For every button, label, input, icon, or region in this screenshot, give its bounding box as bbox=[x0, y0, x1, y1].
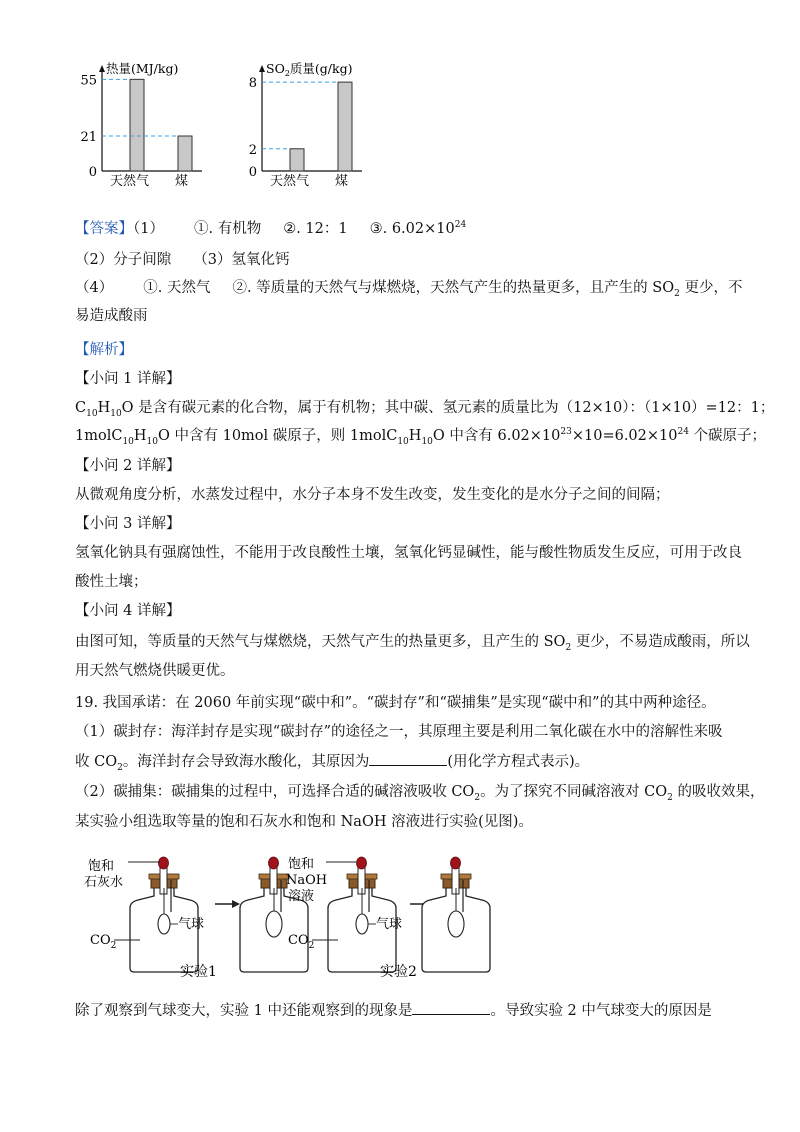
sub1-title: 【小问 1 详解】 bbox=[75, 371, 181, 387]
chart2-category-0: 天然气 bbox=[270, 174, 310, 189]
f2s: 10 bbox=[110, 408, 122, 419]
g9: O 中含有 6.02×10 bbox=[432, 428, 561, 444]
chart1-category-1: 煤 bbox=[175, 174, 189, 189]
g13: 个碳原子； bbox=[688, 428, 767, 444]
g1: 1molC bbox=[75, 428, 123, 444]
f3: O 是含有碳元素的化合物，属于有机物；其中碳、氢元素的质量比为（12×10）：（1×10）=12：1； bbox=[121, 400, 775, 416]
exp1-caption: 实验1 bbox=[180, 964, 217, 980]
exp2-reagent-label-2: NaOH bbox=[286, 873, 328, 888]
chart2-ylabel bbox=[266, 61, 352, 78]
q2-answer: （2）分子间隙 bbox=[75, 252, 172, 268]
answer-tag: 【答案】 bbox=[75, 221, 133, 237]
g11: ×10=6.02×10 bbox=[571, 428, 678, 444]
answer-line-4: 易造成酸雨 bbox=[75, 308, 148, 324]
exp2-co2: CO bbox=[288, 933, 309, 948]
sub4-title: 【小问 4 详解】 bbox=[75, 603, 181, 619]
exp2-co2-sub: 2 bbox=[308, 941, 315, 951]
chart1-tick-0: 0 bbox=[88, 165, 97, 180]
j2: 2 bbox=[474, 792, 481, 803]
exp2-reagent-label-1: 饱和 bbox=[288, 857, 315, 872]
q1-num: （1） bbox=[133, 221, 164, 237]
f1: C bbox=[75, 400, 87, 416]
q19-line-4 bbox=[75, 782, 765, 802]
chart1-tick-2: 55 bbox=[80, 73, 97, 89]
f2: H bbox=[97, 400, 111, 416]
g3: H bbox=[133, 428, 147, 444]
answer-line-1 bbox=[75, 219, 466, 239]
k1: 除了观察到气球变大，实验 1 中还能观察到的现象是 bbox=[75, 1003, 413, 1019]
q4-num: （4） bbox=[75, 280, 114, 296]
chart2-ylabel-main: SO bbox=[266, 61, 285, 76]
exp2-balloon-label: 气球 bbox=[376, 917, 403, 932]
exp2-caption: 实验2 bbox=[380, 964, 417, 980]
q19-line-5: 某实验小组选取等量的饱和石灰水和饱和 NaOH 溶液进行实验(见图)。 bbox=[75, 814, 533, 830]
q19-line-6 bbox=[75, 1000, 712, 1021]
q1-answer-c-sup: 24 bbox=[454, 220, 467, 231]
exp1-co2-label bbox=[90, 933, 116, 951]
j1: （2）碳捕集：碳捕集的过程中，可选择合适的碱溶液吸收 CO bbox=[75, 784, 475, 800]
i3: 。海洋封存会导致海水酸化，其原因为 bbox=[122, 754, 370, 770]
chart1-category-0: 天然气 bbox=[110, 174, 150, 189]
chart1-bar-0 bbox=[130, 79, 144, 171]
sub3-line-2: 酸性土壤； bbox=[75, 574, 148, 590]
q4-answer-b: ②. 等质量的天然气与煤燃烧，天然气产生的热量更多，且产生的 SO bbox=[232, 280, 675, 296]
chart1-bar-1 bbox=[178, 136, 192, 171]
sub4-line-2: 用天然气燃烧供暖更优。 bbox=[75, 663, 235, 679]
bar-charts bbox=[80, 55, 400, 195]
chart1-y-arrow bbox=[99, 65, 105, 72]
sub2-title: 【小问 2 详解】 bbox=[75, 458, 181, 474]
i1: 收 CO bbox=[75, 754, 118, 770]
k2: 。导致实验 2 中气球变大的原因是 bbox=[490, 1003, 712, 1019]
exp1-reagent-label-1: 饱和 bbox=[88, 859, 115, 874]
g12: 24 bbox=[677, 427, 689, 438]
exp1-balloon-label: 气球 bbox=[178, 917, 205, 932]
chart2-y-arrow bbox=[259, 65, 265, 72]
sub1-line-2 bbox=[75, 426, 766, 446]
chart2-ylabel-sub: 2 bbox=[284, 69, 290, 78]
j4: 2 bbox=[667, 792, 673, 803]
chart2-ylabel-rest: 质量(g/kg) bbox=[289, 61, 353, 76]
q4-answer-b-sub: 2 bbox=[674, 288, 680, 299]
sub4-line-1 bbox=[75, 632, 750, 652]
j5: 的吸收效果， bbox=[672, 784, 765, 800]
exp1-reagent-label-2: 石灰水 bbox=[84, 875, 124, 890]
q19-line-2: （1）碳封存：海洋封存是实现“碳封存”的途径之一，其原理主要是利用二氧化碳在水中的溶解性来吸 bbox=[75, 724, 723, 740]
sub3-line-1: 氢氧化钠具有强腐蚀性，不能用于改良酸性土壤，氢氧化钙显碱性，能与酸性物质发生反应，可用于改良 bbox=[75, 545, 742, 561]
g2: 10 bbox=[122, 436, 134, 447]
q3-answer: （3）氢氧化钙 bbox=[193, 252, 290, 268]
g10: 23 bbox=[560, 427, 572, 438]
answer-line-3 bbox=[75, 278, 742, 298]
answer-blank-1[interactable] bbox=[369, 751, 447, 766]
chart2-tick-1: 2 bbox=[248, 142, 257, 158]
h1: 由图可知，等质量的天然气与煤燃烧，天然气产生的热量更多，且产生的 SO bbox=[75, 634, 566, 650]
q4-answer-b-post: 更少，不 bbox=[679, 280, 743, 296]
q19-line-3 bbox=[75, 751, 589, 772]
chart2-bar-0 bbox=[290, 149, 304, 171]
exp1-co2-sub: 2 bbox=[110, 941, 117, 951]
chart2-category-1: 煤 bbox=[335, 174, 349, 189]
q4-answer-a: ①. 天然气 bbox=[143, 280, 211, 296]
i2: 2 bbox=[117, 762, 123, 773]
q19-line-1: 19. 我国承诺：在 2060 年前实现“碳中和”。“碳封存”和“碳捕集”是实现“碳中和”的其中两种途径。 bbox=[75, 695, 716, 711]
g6: 10 bbox=[397, 436, 409, 447]
exp2-reagent-label-3: 溶液 bbox=[288, 889, 315, 904]
chart2-bar-1 bbox=[338, 82, 352, 171]
i4: (用化学方程式表示)。 bbox=[447, 754, 590, 770]
g7: H bbox=[408, 428, 422, 444]
sub2-line-1: 从微观角度分析，水蒸发过程中，水分子本身不发生改变，发生变化的是水分子之间的间隔； bbox=[75, 487, 670, 503]
g8: 10 bbox=[421, 436, 433, 447]
answer-line-2 bbox=[75, 250, 289, 270]
answer-blank-2[interactable] bbox=[412, 1000, 490, 1015]
g4: 10 bbox=[146, 436, 158, 447]
chart1-tick-1: 21 bbox=[80, 130, 97, 145]
q1-answer-c: ③. 6.02×10 bbox=[369, 221, 455, 237]
chart1-ylabel: 热量(MJ/kg) bbox=[106, 61, 179, 76]
sub1-line-1 bbox=[75, 398, 774, 418]
f1s: 10 bbox=[86, 408, 98, 419]
sub3-title: 【小问 3 详解】 bbox=[75, 516, 181, 532]
analysis-tag: 【解析】 bbox=[75, 342, 133, 358]
g5: O 中含有 10mol 碳原子，则 1molC bbox=[158, 428, 398, 444]
chart2-tick-0: 0 bbox=[248, 165, 257, 180]
exp1-co2: CO bbox=[90, 933, 111, 948]
chart2-tick-2: 8 bbox=[248, 76, 257, 92]
q1-answer-b: ②. 12：1 bbox=[283, 221, 348, 237]
q1-answer-a: ①. 有机物 bbox=[193, 221, 262, 237]
h2: 2 bbox=[565, 642, 572, 653]
experiment-diagram bbox=[80, 842, 500, 982]
j3: 。为了探究不同碱溶液对 CO bbox=[480, 784, 668, 800]
h3: 更少，不易造成酸雨，所以 bbox=[571, 634, 750, 650]
